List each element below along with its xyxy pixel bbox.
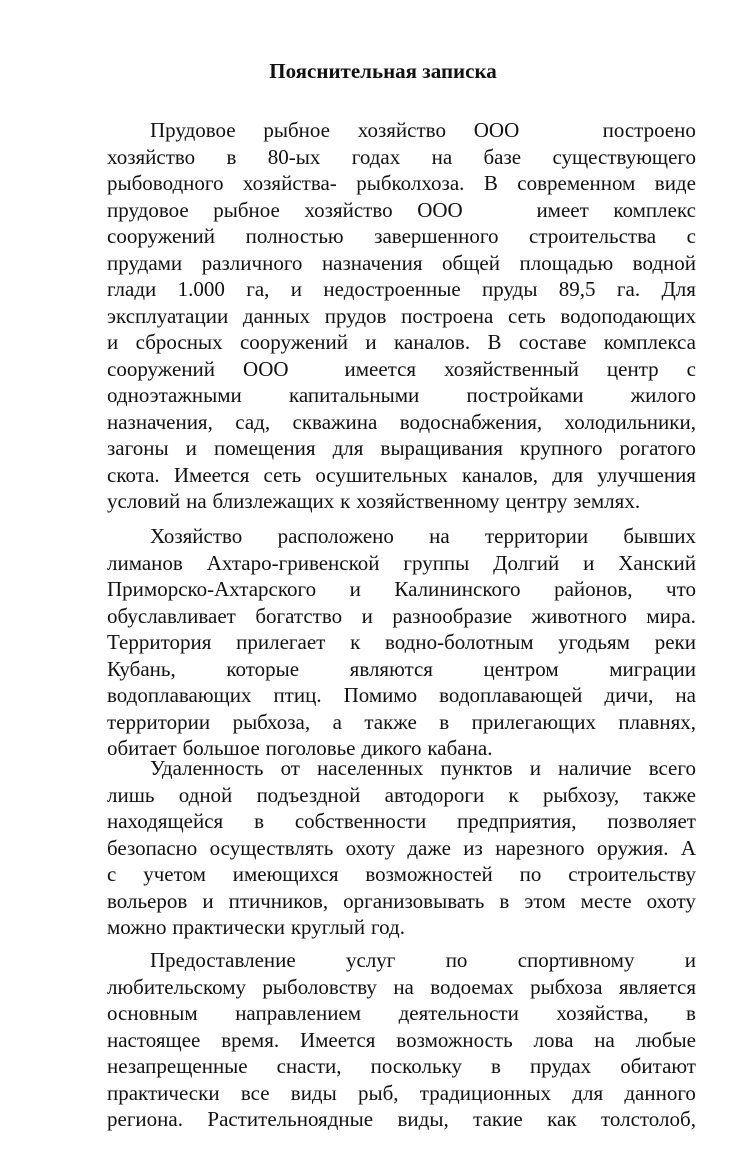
word: назначения [321, 250, 423, 275]
word: на [594, 1027, 615, 1052]
text-line [107, 303, 696, 330]
word: время. [221, 1027, 280, 1052]
word: виды [290, 1080, 337, 1105]
word: как [547, 1107, 577, 1131]
word: ООО [473, 118, 520, 142]
word: на [429, 524, 450, 548]
word: центром [483, 656, 559, 681]
word: в [686, 1001, 696, 1025]
word: с [686, 224, 696, 248]
word: и [290, 277, 303, 301]
text-line [107, 1053, 696, 1080]
word: прудов [324, 303, 387, 328]
word: 80-ых [267, 144, 321, 169]
word: виде [654, 171, 696, 195]
word: Предоставление [150, 948, 296, 972]
word: постройками [466, 383, 584, 407]
word: рогатого [619, 436, 696, 460]
text-line [150, 947, 696, 974]
word: расположено [277, 524, 394, 548]
word: сбросных [135, 330, 223, 354]
word: направлением [235, 1001, 362, 1025]
text-line [107, 629, 696, 656]
word: осушительных [315, 462, 448, 487]
word: является [618, 974, 696, 999]
text-line [107, 835, 696, 862]
word: из [463, 835, 483, 860]
text-line [107, 197, 696, 224]
word: плавнях, [618, 709, 696, 734]
word: водоподающих [560, 303, 696, 328]
word: рыбное [263, 118, 330, 142]
word: также [643, 782, 696, 807]
word: построено [602, 118, 696, 142]
word: осуществлять [209, 835, 334, 860]
word: животного [531, 603, 627, 628]
word: сооружений [239, 330, 348, 354]
word: большое [182, 736, 260, 760]
word: прилегает [236, 630, 326, 654]
word: нарезного [495, 835, 585, 860]
word: месте [580, 888, 632, 913]
word: в [491, 1054, 501, 1078]
word: рыбхоза [530, 974, 603, 999]
word: толстолоб, [600, 1107, 696, 1131]
word: основным [107, 1001, 198, 1025]
text-line [107, 709, 696, 736]
text-line [107, 223, 696, 250]
word: возможность [396, 1027, 513, 1052]
text-line [107, 888, 696, 915]
word: обитает [107, 736, 177, 760]
document-title: Пояснительная записка [269, 59, 497, 83]
word: охоту [646, 888, 696, 913]
word: районов, [554, 577, 633, 601]
word: лиманов [107, 550, 183, 575]
word: бывших [623, 524, 696, 548]
word: каналов. [394, 330, 471, 354]
word: мира. [646, 603, 696, 628]
word: полностью [245, 224, 344, 248]
word: на [431, 144, 453, 169]
word: хозяйственный [444, 356, 579, 381]
text-line [107, 1000, 696, 1027]
word: рыбное [213, 197, 280, 222]
word: услуг [346, 948, 396, 972]
word: капитальными [288, 383, 420, 407]
word: В [483, 171, 498, 195]
word: сеть [508, 303, 546, 328]
word: все [240, 1080, 270, 1105]
word: крупного [519, 436, 603, 460]
word: годах [351, 144, 401, 169]
word: для [332, 436, 364, 460]
word: учетом [143, 862, 206, 886]
word: площадью [519, 250, 614, 275]
word: в [226, 144, 237, 169]
word: богатство [255, 603, 343, 628]
word: к [350, 630, 361, 654]
text-line [150, 523, 696, 550]
word: обуславливает [107, 603, 236, 628]
word: скота. [107, 462, 160, 487]
word: круглый [290, 915, 366, 939]
word: комплекса [603, 330, 696, 354]
word: данного [624, 1080, 696, 1105]
word: жилого [630, 383, 696, 407]
word: рыбхозу, [542, 782, 620, 807]
word: незапрещенные [107, 1054, 248, 1078]
word: виды, [397, 1107, 449, 1131]
word: этом [524, 888, 566, 913]
text-line [107, 462, 696, 489]
word: хозяйство [304, 197, 393, 222]
word: по [445, 948, 468, 972]
word: Ханский [618, 550, 696, 575]
word: деятельности [398, 1001, 519, 1025]
word: рыболовству [262, 974, 377, 999]
word: автодороги [384, 782, 485, 807]
word: что [666, 577, 696, 601]
text-line [107, 808, 696, 835]
word: водной [632, 250, 696, 275]
text-line [107, 861, 696, 888]
word: традиционных [419, 1080, 552, 1105]
word: пруды [482, 277, 538, 301]
word: имеющихся [232, 862, 339, 886]
word: группы [403, 550, 470, 575]
word: прудами [107, 250, 183, 275]
word: одной [178, 782, 233, 807]
word: В [487, 330, 502, 354]
word: являются [349, 656, 433, 681]
word: в [254, 809, 264, 833]
word: ООО [417, 197, 463, 222]
word: дикого [361, 736, 422, 760]
word: охоту [345, 835, 395, 860]
word: прудах [530, 1054, 592, 1078]
word: наличие [558, 756, 632, 780]
text-line [107, 170, 696, 197]
word: для [572, 1080, 604, 1105]
word: практически [172, 915, 285, 939]
word: хозяйственному [356, 489, 500, 513]
word: год. [371, 915, 405, 939]
word: Помимо [343, 683, 418, 707]
word: безопасно [107, 835, 198, 860]
word: хозяйство [107, 144, 196, 169]
word: центр [606, 356, 659, 381]
word: разнообразие [392, 603, 513, 628]
word: снасти, [276, 1054, 342, 1078]
word: 1.000 [177, 277, 225, 301]
word: и [583, 550, 595, 575]
word: каналов, [461, 462, 539, 487]
word: любые [635, 1027, 696, 1052]
word: рыб, [357, 1080, 399, 1105]
word: с [686, 356, 696, 381]
word: населенных [317, 756, 424, 780]
word: и [365, 330, 377, 354]
word: А [680, 835, 696, 860]
word: рыбколхоза. [356, 171, 465, 195]
word: прилегающих [471, 709, 596, 734]
word: водоснабжения, [399, 409, 543, 434]
word: подъездной [256, 782, 361, 807]
word: поголовье [265, 736, 356, 760]
word: всего [648, 756, 696, 780]
word: скважина [292, 409, 378, 434]
word: водоемах [430, 974, 514, 999]
word: и [684, 948, 696, 972]
word: землях. [573, 489, 641, 513]
word: дичи, [604, 683, 654, 707]
word: спортивному [517, 948, 635, 972]
word: 89,5 [558, 277, 596, 301]
text-line [107, 329, 696, 356]
word: и [361, 603, 373, 628]
word: и [185, 436, 197, 460]
word: сеть [263, 462, 302, 487]
word: хозяйство [357, 118, 446, 142]
text-line [107, 550, 696, 577]
word: пунктов [440, 756, 513, 780]
word: Имеется [299, 1027, 376, 1052]
word: птиц. [273, 683, 322, 707]
word: выращивания [380, 436, 503, 460]
word: к [340, 489, 351, 513]
word: Кубань, [107, 656, 176, 681]
word: предприятия, [457, 809, 577, 833]
word: собственности [294, 809, 427, 833]
word: к [508, 782, 519, 807]
word: вольеров [107, 888, 188, 913]
text-line [107, 250, 696, 277]
word: обитают [620, 1054, 696, 1078]
word: позволяет [607, 809, 696, 833]
word: оружия. [596, 835, 669, 860]
word: и [107, 330, 119, 354]
word: эксплуатации [107, 303, 229, 328]
text-line [107, 356, 696, 383]
word: организовывать [343, 888, 485, 913]
text-line [107, 488, 696, 515]
word: водоплавающей [439, 683, 583, 707]
word: сооружений [107, 356, 216, 381]
word: Удаленность [150, 756, 264, 780]
word: имеет [536, 197, 589, 222]
word: от [280, 756, 300, 780]
word: га. [616, 277, 641, 301]
word: по [519, 862, 542, 886]
word: Имеется [173, 462, 250, 487]
word: Растительноядные [207, 1107, 374, 1131]
word: строительству [568, 862, 696, 886]
word: Территория [107, 630, 212, 654]
word: Калининского [394, 577, 521, 601]
word: на [393, 974, 414, 999]
text-line [107, 1106, 696, 1133]
word: строительства [529, 224, 657, 248]
word: завершенного [374, 224, 499, 248]
word: практически [107, 1080, 220, 1105]
word: Долгий [493, 550, 560, 575]
word: такие [473, 1107, 523, 1131]
word: территории [484, 524, 589, 548]
word: лишь [107, 782, 155, 807]
text-line [107, 409, 696, 436]
word: современном [517, 171, 636, 195]
word: ООО [243, 356, 289, 381]
word: для [552, 462, 584, 487]
word: Прудовое [150, 118, 236, 142]
word: назначения, [107, 409, 213, 434]
word: составе [518, 330, 587, 354]
text-line [107, 576, 696, 603]
word: в [499, 888, 510, 913]
text-line [107, 276, 696, 303]
word: общей [442, 250, 500, 275]
word: и [529, 756, 541, 780]
word: миграции [609, 656, 696, 681]
text-line [107, 656, 696, 683]
word: водоплавающих [107, 683, 252, 707]
word: хозяйства- [242, 171, 337, 195]
text-line [107, 382, 696, 409]
word: на [186, 489, 207, 513]
word: на [675, 683, 696, 707]
word: существующего [552, 144, 696, 169]
text-line [107, 1027, 696, 1054]
word: и [349, 577, 361, 601]
word: лова [533, 1027, 574, 1052]
word: водно-болотным [385, 630, 534, 654]
word: можно [107, 915, 167, 939]
word: поскольку [370, 1054, 462, 1078]
word: любительскому [107, 974, 246, 999]
word: условий [107, 489, 181, 513]
word: помещения [213, 436, 316, 460]
word: возможностей [365, 862, 493, 886]
word: различного [201, 250, 303, 275]
word: реки [654, 630, 696, 654]
word: холодильники, [564, 409, 696, 434]
word: и [202, 888, 214, 913]
word: сооружений [107, 224, 216, 248]
word: птичников, [228, 888, 329, 913]
word: сад, [235, 409, 271, 434]
text-line [107, 144, 696, 171]
word: региона. [107, 1107, 183, 1131]
text-line [107, 1080, 696, 1107]
word: рыбоводного [107, 171, 224, 195]
word: в [439, 709, 450, 734]
word: Приморско-Ахтарского [107, 577, 317, 601]
word: имеется [344, 356, 417, 381]
word: хозяйства, [556, 1001, 649, 1025]
text-line [150, 117, 696, 144]
word: которые [226, 656, 300, 681]
word: комплекс [613, 197, 696, 222]
word: территории [107, 709, 211, 734]
word: настоящее [107, 1027, 201, 1052]
word: близлежащих [212, 489, 335, 513]
word: построена [401, 303, 494, 328]
word: также [364, 709, 417, 734]
text-line [107, 435, 696, 462]
word: улучшения [597, 462, 696, 487]
word: угодьям [558, 630, 630, 654]
word: данных [242, 303, 310, 328]
word: базе [483, 144, 522, 169]
word: даже [407, 835, 451, 860]
word: загоны [107, 436, 169, 460]
text-line [107, 914, 696, 941]
text-line [107, 603, 696, 630]
word: недостроенные [323, 277, 461, 301]
word: находящейся [107, 809, 224, 833]
text-line [107, 782, 696, 809]
word: кабана. [427, 736, 493, 760]
word: центру [505, 489, 568, 513]
text-line [107, 682, 696, 709]
word: рыбхоза, [232, 709, 311, 734]
word: Ахтаро-гривенской [206, 550, 380, 575]
word: одноэтажными [107, 383, 242, 407]
word: Для [661, 277, 696, 301]
word: с [107, 862, 117, 886]
word: Хозяйство [150, 524, 243, 548]
word: а [332, 709, 342, 734]
word: га, [246, 277, 270, 301]
text-line [107, 974, 696, 1001]
word: глади [107, 277, 157, 301]
word: прудовое [107, 197, 189, 222]
text-line [150, 755, 696, 782]
